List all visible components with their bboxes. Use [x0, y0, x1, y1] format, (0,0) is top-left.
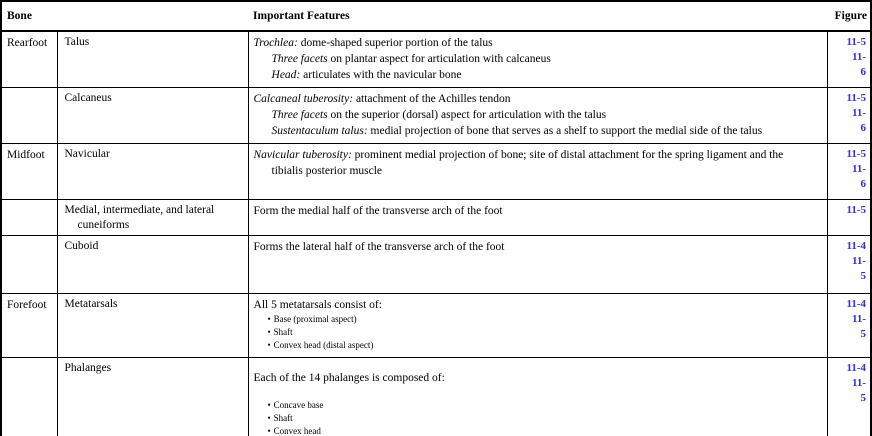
feature-line: Three facets on the superior (dorsal) aspect for articulation with the talus — [271, 108, 607, 121]
figure-reference-link[interactable]: 11- — [851, 254, 867, 267]
figure-reference-link[interactable]: 11- — [851, 106, 867, 119]
table-row — [1, 31, 871, 87]
region-cell: Midfoot — [1, 143, 57, 199]
feature-line: Each of the 14 phalanges is composed of: — [253, 371, 445, 384]
features-cell — [248, 293, 827, 357]
bone-cell — [57, 199, 248, 235]
header-figure: Figure — [827, 1, 871, 31]
feature-line: Sustentaculum talus: medial projection of bone that serves as a shelf to support the medial side of the talus — [271, 124, 763, 137]
table-row — [1, 199, 871, 235]
region-cell: Forefoot — [1, 293, 57, 357]
features-cell — [248, 87, 827, 143]
figure-reference-link[interactable]: 11- — [851, 51, 867, 63]
feature-line: Navicular tuberosity: prominent medial projection of bone; site of distal attachment for the spring ligament and the — [253, 148, 784, 161]
bone-name-line: Navicular — [64, 147, 110, 160]
figure-reference-link[interactable]: 11-5 — [846, 91, 867, 104]
feature-bullet-item: • Concave base — [267, 399, 324, 410]
figure-cell — [827, 87, 871, 143]
feature-term: Calcaneal tuberosity: — [253, 92, 354, 105]
header-row — [1, 1, 871, 31]
table-header — [1, 1, 871, 31]
bullet-icon: • — [267, 399, 271, 410]
bullet-icon: • — [267, 313, 271, 324]
figure-reference-link[interactable]: 6 — [860, 177, 867, 190]
table-row — [1, 235, 871, 293]
feature-term: Head: — [271, 69, 301, 81]
bone-cell — [57, 87, 248, 143]
table-body — [1, 31, 871, 436]
bone-cell — [57, 357, 248, 436]
feature-bullet-item: • Shaft — [267, 326, 293, 337]
feature-spacer — [254, 386, 825, 399]
bone-name-line: Cuboid — [64, 239, 99, 252]
figure-reference-link[interactable]: 6 — [860, 66, 867, 78]
bone-name-line: Talus — [64, 36, 90, 48]
figure-reference-link[interactable]: 11- — [851, 376, 867, 389]
feature-bullet-item: • Convex head (distal aspect) — [267, 339, 374, 350]
feature-term: Sustentaculum talus: — [271, 124, 368, 137]
feature-line: All 5 metatarsals consist of: — [253, 298, 382, 311]
figure-cell — [827, 199, 871, 235]
features-cell — [248, 235, 827, 293]
table-row — [1, 143, 871, 199]
features-cell — [248, 199, 827, 235]
figure-reference-link[interactable]: 11-5 — [846, 147, 867, 160]
figure-cell — [827, 31, 871, 87]
header-bone: Bone — [1, 1, 248, 31]
feature-line: Calcaneal tuberosity: attachment of the Achilles tendon — [253, 92, 511, 105]
bone-cell — [57, 235, 248, 293]
figure-reference-link[interactable]: 6 — [860, 121, 867, 134]
features-cell — [248, 143, 827, 199]
features-cell — [248, 31, 827, 87]
feature-bullet-item: • Shaft — [267, 412, 293, 423]
bullet-icon: • — [267, 326, 271, 337]
table-row — [1, 357, 871, 436]
feature-line: Trochlea: dome-shaped superior portion of the talus — [253, 37, 493, 49]
figure-reference-link[interactable]: 11- — [851, 312, 867, 325]
feature-term: Three facets — [271, 108, 328, 121]
figure-reference-link[interactable]: 5 — [860, 391, 867, 404]
table-row — [1, 87, 871, 143]
figure-cell — [827, 143, 871, 199]
figure-reference-link[interactable]: 11-5 — [846, 36, 867, 48]
bone-cell — [57, 143, 248, 199]
bullet-icon: • — [267, 339, 271, 350]
features-cell — [248, 357, 827, 436]
bone-name-line: cuneiforms — [77, 218, 130, 231]
feature-term: Trochlea: — [253, 37, 298, 49]
table-row — [1, 293, 871, 357]
bone-name-line: Metatarsals — [64, 297, 118, 310]
figure-reference-link[interactable]: 11- — [851, 162, 867, 175]
feature-term: Navicular tuberosity: — [253, 148, 352, 161]
feature-line: tibialis posterior muscle — [271, 164, 383, 177]
feature-line: Three facets on plantar aspect for articulation with calcaneus — [271, 53, 551, 65]
region-cell — [1, 199, 57, 235]
region-cell — [1, 87, 57, 143]
figure-cell — [827, 357, 871, 436]
bone-cell — [57, 31, 248, 87]
bone-name-line: Phalanges — [64, 361, 112, 374]
bullet-icon: • — [267, 425, 271, 436]
figure-reference-link[interactable]: 11-5 — [846, 203, 867, 216]
header-important-features: Important Features — [248, 1, 827, 31]
figure-cell — [827, 235, 871, 293]
feature-line: Forms the lateral half of the transverse arch of the foot — [253, 240, 505, 253]
feature-bullet-item: • Convex head — [267, 425, 321, 436]
figure-reference-link[interactable]: 5 — [860, 269, 867, 282]
bone-cell — [57, 293, 248, 357]
figure-cell — [827, 293, 871, 357]
feature-line: Form the medial half of the transverse arch of the foot — [253, 204, 503, 217]
bone-name-line: Calcaneus — [64, 91, 112, 104]
figure-reference-link[interactable]: 11-4 — [846, 297, 867, 310]
region-cell — [1, 357, 57, 436]
figure-reference-link[interactable]: 11-4 — [846, 239, 867, 252]
feature-term: Three facets — [271, 53, 328, 65]
figure-reference-link[interactable]: 5 — [860, 327, 867, 340]
bullet-icon: • — [267, 412, 271, 423]
region-cell — [1, 235, 57, 293]
figure-reference-link[interactable]: 11-4 — [846, 361, 867, 374]
feature-line: Head: articulates with the navicular bone — [271, 69, 462, 81]
region-cell: Rearfoot — [1, 31, 57, 87]
feature-bullet-item: • Base (proximal aspect) — [267, 313, 357, 324]
bone-name-line: Medial, intermediate, and lateral — [64, 203, 215, 216]
